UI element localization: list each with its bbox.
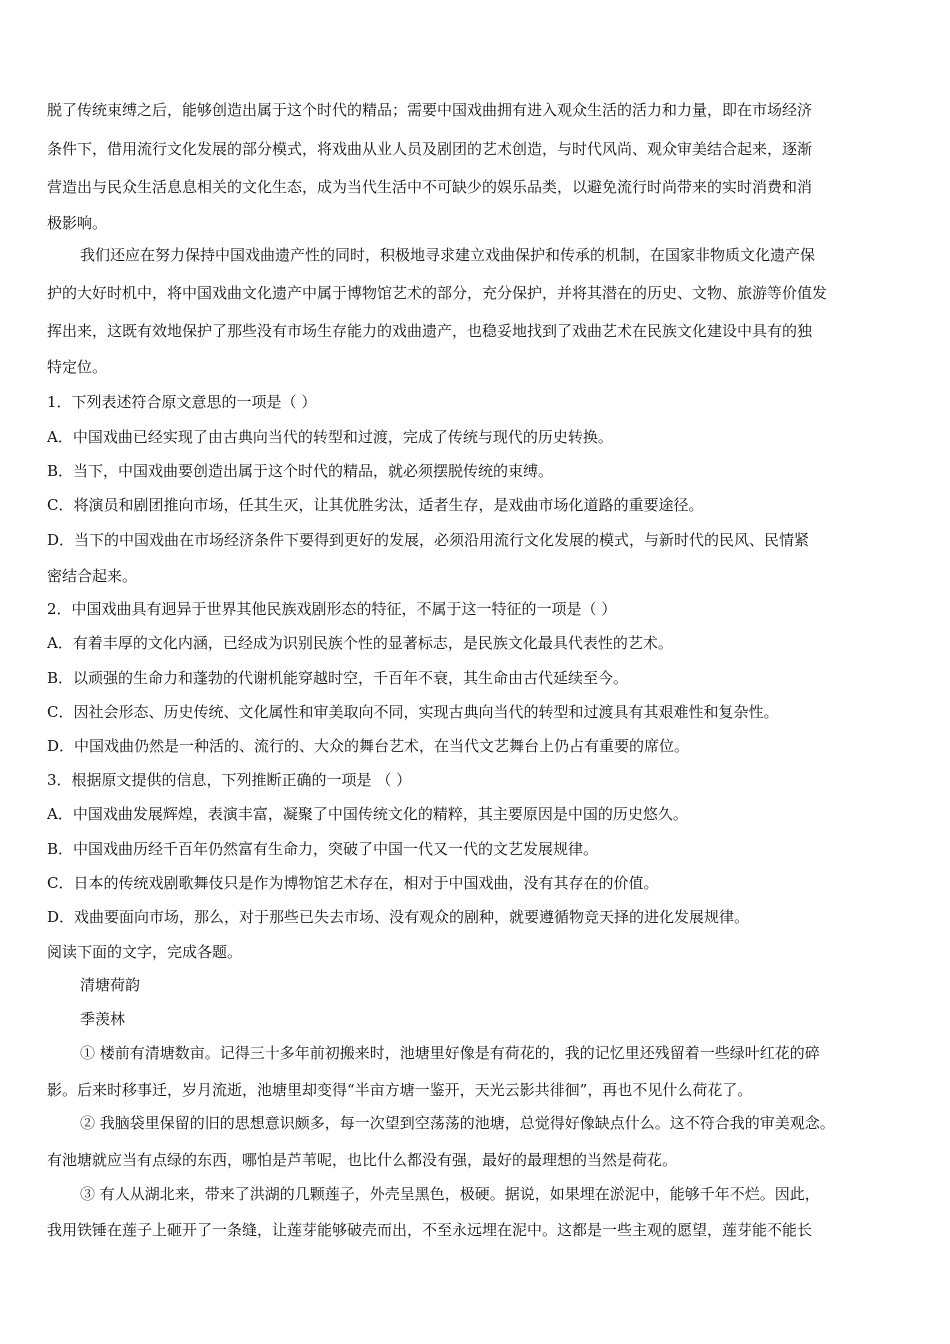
- passage-line-7: 挥出来，这既有效地保护了那些没有市场生存能力的戏曲遗产，也稳妥地找到了戏曲艺术在民族文化建设中具有的独: [47, 322, 813, 340]
- essay-paragraph-3-line-1: ③ 有人从湖北来，带来了洪湖的几颗莲子，外壳呈黑色，极硬。据说，如果埋在淤泥中，能够千年不烂。因此，: [80, 1185, 820, 1203]
- passage-line-8: 特定位。: [47, 358, 108, 376]
- essay-paragraph-1-line-1: ① 楼前有清塘数亩。记得三十多年前初搬来时，池塘里好像是有荷花的，我的记忆里还残留着一些绿叶红花的碎: [80, 1044, 820, 1062]
- passage-line-5: 我们还应在努力保持中国戏曲遗产性的同时，积极地寻求建立戏曲保护和传承的机制，在国家非物质文化遗产保: [80, 246, 816, 264]
- question-2-option-c: C．因社会形态、历史传统、文化属性和审美取向不同，实现古典向当代的转型和过渡具有其艰难性和复杂性。: [47, 703, 779, 721]
- question-2-option-d: D．中国戏曲仍然是一种活的、流行的、大众的舞台艺术，在当代文艺舞台上仍占有重要的席位。: [47, 737, 690, 755]
- question-1-option-d-line-2: 密结合起来。: [47, 567, 138, 585]
- essay-paragraph-3-line-2: 我用铁锤在莲子上砸开了一条缝，让莲芽能够破壳而出，不至永远埋在泥中。这都是一些主观的愿望，莲芽能不能长: [47, 1221, 813, 1239]
- essay-paragraph-2-line-2: 有池塘就应当有点绿的东西，哪怕是芦苇呢，也比什么都没有强，最好的最理想的当然是荷花。: [47, 1151, 678, 1169]
- question-2-option-b: B．以顽强的生命力和蓬勃的代谢机能穿越时空，千百年不衰，其生命由古代延续至今。: [47, 669, 629, 687]
- question-3-option-a: A．中国戏曲发展辉煌，表演丰富，凝聚了中国传统文化的精粹，其主要原因是中国的历史悠久。: [47, 805, 688, 823]
- passage-line-1: 脱了传统束缚之后，能够创造出属于这个时代的精品；需要中国戏曲拥有进入观众生活的活力和力量，即在市场经济: [47, 101, 813, 119]
- question-1-option-a: A．中国戏曲已经实现了由古典向当代的转型和过渡，完成了传统与现代的历史转换。: [47, 428, 613, 446]
- essay-paragraph-2-line-1: ② 我脑袋里保留的旧的思想意识颇多，每一次望到空荡荡的池塘，总觉得好像缺点什么。这不符合我的审美观念。: [80, 1114, 835, 1132]
- essay-title: 清塘荷韵: [80, 976, 141, 994]
- question-2-option-a: A．有着丰厚的文化内涵，已经成为识别民族个性的显著标志，是民族文化最具代表性的艺术。: [47, 634, 673, 652]
- question-1-option-b: B．当下，中国戏曲要创造出属于这个时代的精品，就必须摆脱传统的束缚。: [47, 462, 554, 480]
- essay-paragraph-1-line-2: 影。后来时移事迁，岁月流逝，池塘里却变得“半亩方塘一鉴开，天光云影共徘徊”，再也不见什么荷花了。: [47, 1081, 753, 1099]
- passage-line-2: 条件下，借用流行文化发展的部分模式，将戏曲从业人员及剧团的艺术创造，与时代风尚、观众审美结合起来，逐渐: [47, 140, 813, 158]
- essay-author: 季羡林: [80, 1010, 126, 1028]
- question-1-stem: 1．下列表述符合原文意思的一项是（ ）: [47, 393, 317, 411]
- question-1-option-d-line-1: D．当下的中国戏曲在市场经济条件下要得到更好的发展，必须沿用流行文化发展的模式，与新时代的民风、民情紧: [47, 531, 810, 549]
- passage-line-3: 营造出与民众生活息息相关的文化生态，成为当代生活中不可缺少的娱乐品类，以避免流行时尚带来的实时消费和消: [47, 178, 813, 196]
- question-3-stem: 3．根据原文提供的信息，下列推断正确的一项是 （ ）: [47, 771, 412, 789]
- question-3-option-c: C．日本的传统戏剧歌舞伎只是作为博物馆艺术存在，相对于中国戏曲，没有其存在的价值。: [47, 874, 659, 892]
- question-3-option-d: D．戏曲要面向市场，那么，对于那些已失去市场、没有观众的剧种，就要遵循物竞天择的进化发展规律。: [47, 908, 750, 926]
- question-1-option-c: C．将演员和剧团推向市场，任其生灭，让其优胜劣汰，适者生存，是戏曲市场化道路的重要途径。: [47, 496, 704, 514]
- question-3-option-b: B．中国戏曲历经千百年仍然富有生命力，突破了中国一代又一代的文艺发展规律。: [47, 840, 599, 858]
- question-2-stem: 2．中国戏曲具有迥异于世界其他民族戏剧形态的特征，不属于这一特征的一项是（ ）: [47, 600, 617, 618]
- passage-line-6: 护的大好时机中，将中国戏曲文化遗产中属于博物馆艺术的部分，充分保护，并将其潜在的历史、文物、旅游等价值发: [47, 284, 828, 302]
- reading-instructions: 阅读下面的文字，完成各题。: [47, 943, 243, 961]
- passage-line-4: 极影响。: [47, 214, 108, 232]
